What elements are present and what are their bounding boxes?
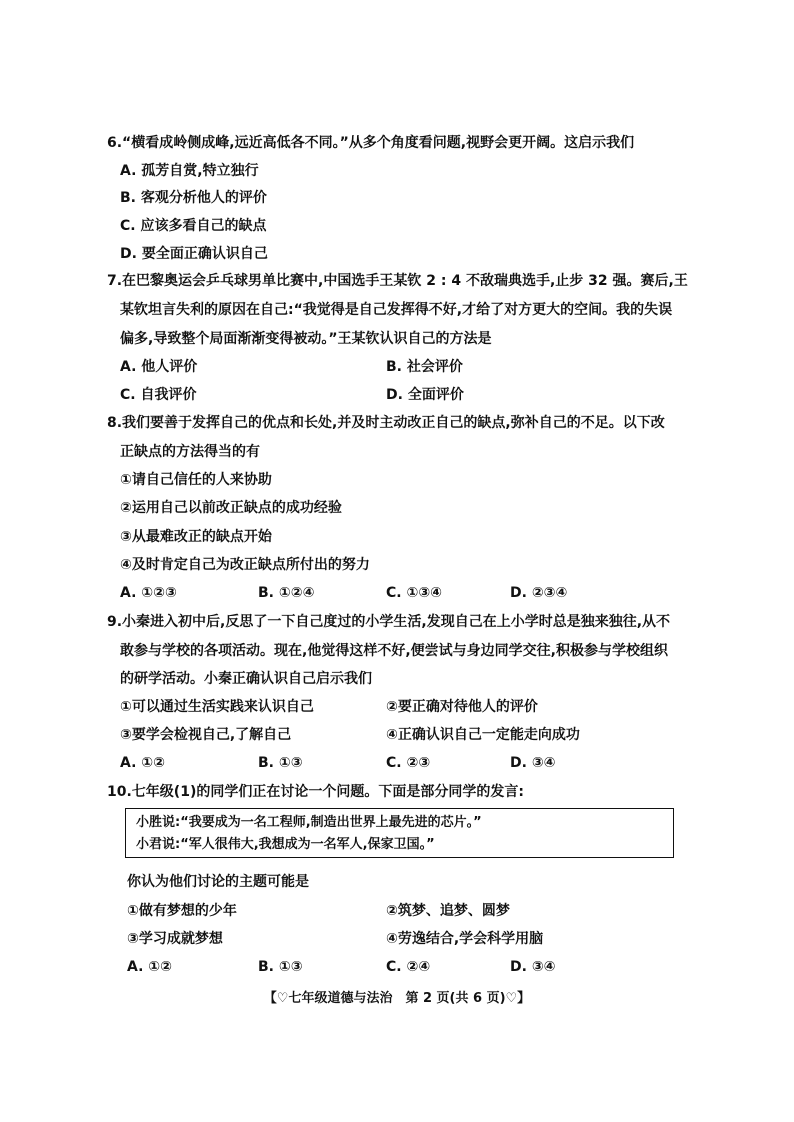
q6-option-b: B. 客观分析他人的评价 bbox=[120, 190, 267, 206]
q8-stem-line-2: 正缺点的方法得当的有 bbox=[120, 444, 260, 460]
q8-item-3: ③从最难改正的缺点开始 bbox=[120, 529, 272, 545]
q10-quote-box bbox=[125, 808, 674, 858]
q9-option-b: B. ①③ bbox=[258, 755, 303, 771]
q9-stem-line-1: 9.小秦进入初中后,反思了一下自己度过的小学生活,发现自己在上小学时总是独来独往,从不 bbox=[107, 614, 671, 630]
q7-stem-line-3: 偏多,导致整个局面渐渐变得被动。”王某钦认识自己的方法是 bbox=[120, 331, 492, 347]
q10-question: 你认为他们讨论的主题可能是 bbox=[127, 874, 309, 890]
q10-stem: 10.七年级(1)的同学们正在讨论一个问题。下面是部分同学的发言: bbox=[107, 784, 524, 800]
q7-option-b: B. 社会评价 bbox=[386, 359, 463, 375]
q7-stem-line-1: 7.在巴黎奥运会乒乓球男单比赛中,中国选手王某钦 2 : 4 不敌瑞典选手,止步 32 强。赛后,王 bbox=[107, 273, 688, 289]
q9-option-a: A. ①② bbox=[120, 755, 165, 771]
q9-stem-line-3: 的研学活动。小秦正确认识自己启示我们 bbox=[120, 671, 372, 687]
q7-option-a: A. 他人评价 bbox=[120, 359, 198, 375]
q10-item-4: ④劳逸结合,学会科学用脑 bbox=[386, 931, 544, 947]
q10-option-c: C. ②④ bbox=[386, 959, 431, 975]
q10-quote-1: 小胜说:“我要成为一名工程师,制造出世界上最先进的芯片。” bbox=[136, 815, 482, 830]
q9-item-4: ④正确认识自己一定能走向成功 bbox=[386, 727, 580, 743]
q8-option-a: A. ①②③ bbox=[120, 585, 177, 601]
q10-item-3: ③学习成就梦想 bbox=[127, 931, 223, 947]
q8-item-4: ④及时肯定自己为改正缺点所付出的努力 bbox=[120, 557, 370, 573]
q8-stem-line-1: 8.我们要善于发挥自己的优点和长处,并及时主动改正自己的缺点,弥补自己的不足。以下改 bbox=[107, 415, 665, 431]
q7-stem-line-2: 某钦坦言失利的原因在自己:“我觉得是自己发挥得不好,才给了对方更大的空间。我的失误 bbox=[120, 302, 673, 318]
page-footer: 【♡七年级道德与法治 第 2 页(共 6 页)♡】 bbox=[263, 991, 531, 1006]
q8-option-c: C. ①③④ bbox=[386, 585, 443, 601]
q8-option-d: D. ②③④ bbox=[510, 585, 568, 601]
q8-option-b: B. ①②④ bbox=[258, 585, 315, 601]
q9-option-d: D. ③④ bbox=[510, 755, 556, 771]
q7-option-c: C. 自我评价 bbox=[120, 387, 197, 403]
q6-option-a: A. 孤芳自赏,特立独行 bbox=[120, 163, 259, 179]
q7-option-d: D. 全面评价 bbox=[386, 387, 464, 403]
q10-option-b: B. ①③ bbox=[258, 959, 303, 975]
q10-option-d: D. ③④ bbox=[510, 959, 556, 975]
q6-option-d: D. 要全面正确认识自己 bbox=[120, 246, 268, 262]
q8-item-1: ①请自己信任的人来协助 bbox=[120, 472, 272, 488]
q10-item-1: ①做有梦想的少年 bbox=[127, 903, 237, 919]
q6-option-c: C. 应该多看自己的缺点 bbox=[120, 218, 267, 234]
q9-item-3: ③要学会检视自己,了解自己 bbox=[120, 727, 292, 743]
q9-option-c: C. ②③ bbox=[386, 755, 431, 771]
q10-quote-2: 小君说:“军人很伟大,我想成为一名军人,保家卫国。” bbox=[136, 837, 435, 852]
q8-item-2: ②运用自己以前改正缺点的成功经验 bbox=[120, 500, 342, 516]
q9-stem-line-2: 敢参与学校的各项活动。现在,他觉得这样不好,便尝试与身边同学交往,积极参与学校组织 bbox=[120, 643, 668, 659]
q10-item-2: ②筑梦、追梦、圆梦 bbox=[386, 903, 510, 919]
q9-item-1: ①可以通过生活实践来认识自己 bbox=[120, 699, 314, 715]
q10-option-a: A. ①② bbox=[127, 959, 172, 975]
q6-stem: 6.“横看成岭侧成峰,远近高低各不同。”从多个角度看问题,视野会更开阔。这启示我们 bbox=[107, 135, 635, 151]
q9-item-2: ②要正确对待他人的评价 bbox=[386, 699, 538, 715]
